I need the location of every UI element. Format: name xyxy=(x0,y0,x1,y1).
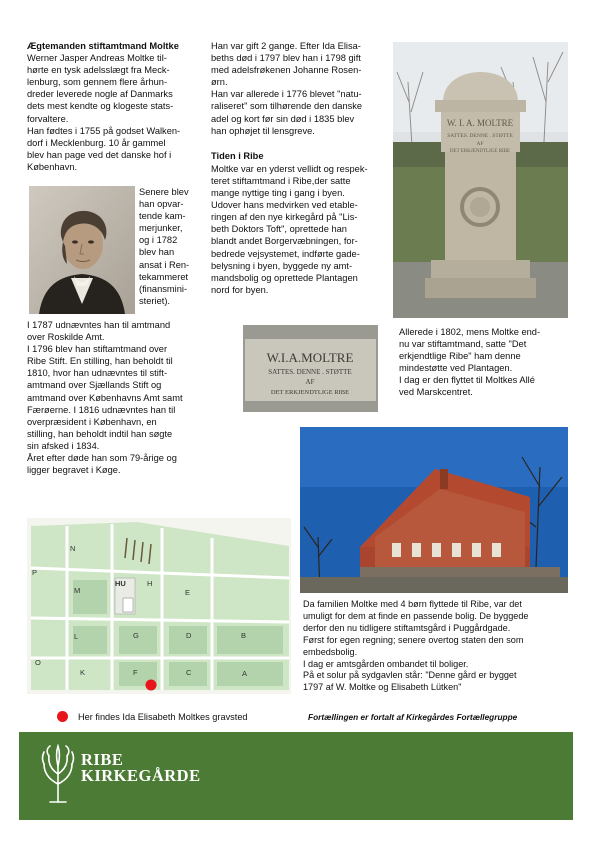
inscription-line3: AF xyxy=(305,378,315,386)
map-label-e: E xyxy=(185,588,191,597)
col1.lines_b-line: Senere blev xyxy=(139,187,189,197)
house_caption-line: derfor den nu tidligere stiftamtsgård i Puggårdgade. xyxy=(303,622,511,633)
map-label-n: N xyxy=(70,544,76,553)
map-label-g: G xyxy=(133,631,139,640)
col2-paragraph-b xyxy=(211,163,387,296)
col1.lines_a-line: Han fødtes i 1755 på godset Walken- xyxy=(27,125,181,136)
col1.lines_c-line: I 1796 blev han stiftamtmand over xyxy=(27,344,168,355)
col2.lines_b-line: blandt andet Borgervæbningen, for- xyxy=(211,236,358,247)
portrait-photo xyxy=(29,186,135,314)
col2.lines_a-line: han ophøjet til lensgreve. xyxy=(211,125,315,136)
monument_caption-line: I dag er den flyttet til Moltkes Allé xyxy=(399,375,535,386)
house-caption-text xyxy=(303,599,573,694)
svg-text:DET ERKJENDTLIGE RIBE: DET ERKJENDTLIGE RIBE xyxy=(449,149,511,154)
svg-text:AF: AF xyxy=(476,141,484,147)
house-photo xyxy=(300,427,568,593)
col1.lines_b-line: steriet). xyxy=(139,295,170,306)
monument-caption xyxy=(399,326,571,399)
col1.lines_b-line: merjunker, xyxy=(139,223,183,234)
map-legend xyxy=(57,711,68,722)
map-label-a: A xyxy=(242,669,248,678)
col2.lines_a-line: ørn. xyxy=(211,77,228,88)
map-label-k: K xyxy=(80,668,86,677)
monument_caption-line: mindestøtte ved Plantagen. xyxy=(399,363,513,374)
col1-text-a xyxy=(27,40,202,173)
col1.lines_a-line: forvaltere. xyxy=(27,113,69,124)
col1.lines_a-line: hørte en tysk adelsslægt fra Meck- xyxy=(27,65,170,76)
credit-text: Fortællingen er fortalt af Kirkegårdes Fortællegruppe xyxy=(308,712,518,722)
col2-text xyxy=(211,40,387,296)
col2.lines_b-line: mandsbolig og oprettede Plantagen xyxy=(211,272,358,283)
map-label-m: M xyxy=(74,586,81,595)
col1.lines_b-line: (finansmini- xyxy=(139,283,188,294)
house-caption xyxy=(303,599,573,694)
col1.lines_c-line: stilling, han beholdt indtil han søgte xyxy=(27,428,173,439)
house_caption-line: 1797 af W. Moltke og Elisabeth Lütken" xyxy=(303,682,462,693)
col2.lines_b-line: Moltke var en yderst vellidt og respek- xyxy=(211,163,368,174)
col2.lines_b-line: belysning i byen, byggede ny amt- xyxy=(211,260,353,271)
col2.lines_b-line: ringen af den nye kirkegård på "Lis- xyxy=(211,212,358,223)
map-label-f: F xyxy=(133,668,138,677)
logo-line2: KIRKEGÅRDE xyxy=(81,766,201,785)
inscription-line2: SATTES. DENNE . STØTTE xyxy=(268,368,352,376)
col1.lines_c-line: amtmand over Sjællands Stift og xyxy=(27,380,162,391)
col2.lines_a-line: Han var allerede i 1776 blevet "natu- xyxy=(211,89,362,100)
col2.lines_b-line: bedrede vejsystemet, indførte gade- xyxy=(211,248,360,259)
col1.lines_b-line: han opvar- xyxy=(139,199,184,210)
col1.lines_c-line: Færøerne. I 1816 udnævntes han til xyxy=(27,404,176,415)
map-label-c: C xyxy=(186,668,192,677)
map-label-o: O xyxy=(35,658,41,667)
col2.lines_b-line: nord for byen. xyxy=(211,284,269,295)
col1.lines_a-line: dreder leverede nogle af Danmarks xyxy=(27,89,173,100)
col1.lines_a-line: blev han page ved det danske hof i xyxy=(27,149,172,160)
col1-paragraph-b xyxy=(139,186,203,307)
col1.lines_b-line: blev han xyxy=(139,247,175,258)
col1.lines_c-line: Året efter døde han som 79-årige og xyxy=(27,453,177,464)
col1.lines_c-line: Ribe Stift. En stilling, han beholdt til xyxy=(27,356,173,367)
grave-marker xyxy=(146,680,157,691)
col1.lines_c-line: over Roskilde Amt. xyxy=(27,332,105,343)
monument-caption-text xyxy=(399,326,571,399)
house_caption-line: Da familien Moltke med 4 børn flyttede til Ribe, var det xyxy=(303,599,522,609)
footer-bar xyxy=(19,732,573,820)
house_caption-line: På et solur på sydgavlen står: "Denne gård er bygget xyxy=(303,670,517,681)
svg-text:SATTES. DENNE . STØTTE: SATTES. DENNE . STØTTE xyxy=(447,133,513,139)
col2.lines_a-line: med adelsfrøkenen Johanne Rosen- xyxy=(211,65,362,76)
col2.lines_b-line: teret stiftamtmand i Ribe,der satte xyxy=(211,175,351,186)
house_caption-line: umuligt for dem at finde en passende bolig. De byggede xyxy=(303,610,529,621)
col1.lines_c-line: overpræsident i København, en xyxy=(27,416,157,427)
map-label-l: L xyxy=(74,632,79,641)
monument_caption-line: Allerede i 1802, mens Moltke end- xyxy=(399,327,541,337)
col1.lines_c-line: ligger begravet i Køge. xyxy=(27,465,121,476)
col2.lines_b-line: mange nyttige ting i gang i byen. xyxy=(211,188,345,199)
svg-text:W. I. A. MOLTRE: W. I. A. MOLTRE xyxy=(446,118,514,128)
col2-paragraph-a xyxy=(211,40,387,137)
tree-logo-icon xyxy=(40,744,76,804)
col1.lines_c-line: 1810, hvor han udnævntes til stift- xyxy=(27,368,168,379)
col1-paragraph-a xyxy=(27,52,202,173)
inscription-line1: W.I.A.MOLTRE xyxy=(266,350,354,365)
col1.lines_c-line: I 1787 udnævntes han til amtmand xyxy=(27,320,171,330)
col1.lines_c-line: sin afsked i 1834. xyxy=(27,440,100,451)
house_caption-line: I dag er amtsgården ombandet til boliger. xyxy=(303,658,469,669)
map-label-d: D xyxy=(186,631,192,640)
col2.lines_a-line: Han var gift 2 gange. Efter Ida Elisa- xyxy=(211,41,361,51)
heading-ribe: Tiden i Ribe xyxy=(211,150,264,161)
col1.lines_a-line: lenburg, som gennem flere århun- xyxy=(27,77,168,88)
logo-line1: RIBE xyxy=(81,750,124,769)
col1.lines_c-line: amtmand over Københavns Amt samt xyxy=(27,392,183,403)
house_caption-line: Først for egen regning; senere overtog staten den som xyxy=(303,634,524,645)
map-label-h: H xyxy=(147,579,153,588)
footer-logo-text xyxy=(81,752,201,784)
map-legend-text: Her findes Ida Elisabeth Moltkes gravsted xyxy=(78,712,248,722)
col2.lines_b-line: Udover hans medvirken ved etable- xyxy=(211,200,358,211)
map-label-p: P xyxy=(32,568,38,577)
col1.lines_a-line: Werner Jasper Andreas Moltke til- xyxy=(27,53,167,64)
monument_caption-line: erkjendtlige Ribe" ham denne xyxy=(399,351,521,362)
monument-photo xyxy=(393,42,568,318)
map-label-hu: HU xyxy=(115,579,126,588)
col1.lines_b-line: tekammeret xyxy=(139,271,189,282)
col2.lines_a-line: beths død i 1797 blev han i 1798 gift xyxy=(211,53,361,64)
col1.lines_b-line: ansat i Ren- xyxy=(139,259,190,270)
col2.lines_b-line: beth Doktors Toft", oprettede han xyxy=(211,224,347,235)
heading-moltke: Ægtemanden stiftamtmand Moltke xyxy=(27,41,179,51)
map-label-b: B xyxy=(241,631,247,640)
col1.lines_a-line: København. xyxy=(27,161,78,172)
col1-paragraph-c xyxy=(27,319,207,476)
col2.lines_a-line: adel og kort før sin død i 1835 blev xyxy=(211,113,355,124)
inscription-line4: DET ERKJENDTLIGE RIBE xyxy=(270,389,350,396)
col2.lines_a-line: raliseret" som tilhørende den danske xyxy=(211,101,363,112)
monument_caption-line: nu var stiftamtmand, satte "Det xyxy=(399,339,527,350)
monument_caption-line: ved Marskcentret. xyxy=(399,387,473,398)
col1-text-c xyxy=(27,319,207,476)
col1-text-b xyxy=(139,186,203,307)
col1.lines_a-line: dorf i Mecklenburg. 10 år gammel xyxy=(27,137,166,148)
col1.lines_b-line: og i 1782 xyxy=(139,235,178,246)
inscription-photo xyxy=(243,325,378,412)
cemetery-map xyxy=(27,518,291,694)
col1.lines_a-line: dets mest kendte og klogeste stats- xyxy=(27,101,174,112)
col1.lines_b-line: tende kam- xyxy=(139,211,186,222)
house_caption-line: embedsbolig. xyxy=(303,646,358,657)
